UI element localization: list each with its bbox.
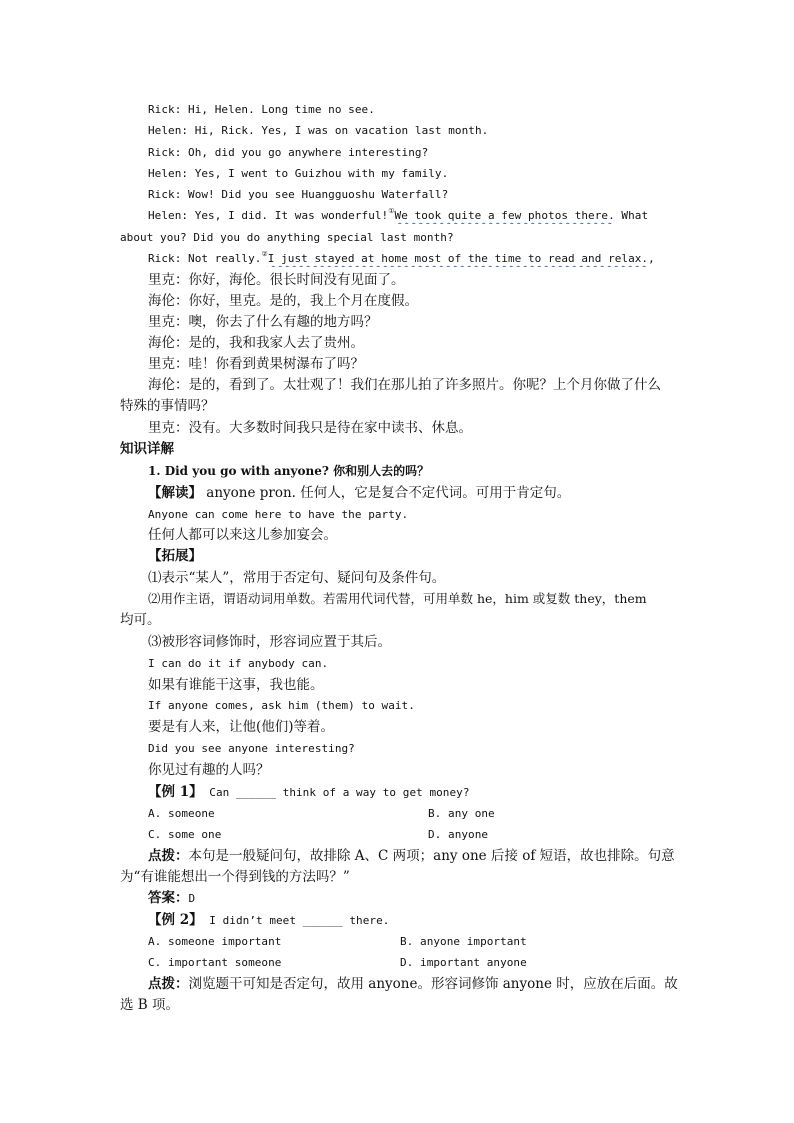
example-1-option-c: C. some one bbox=[148, 828, 222, 841]
dialogue-cn-line-7: 特殊的事情吗？ bbox=[120, 398, 215, 414]
tuozhan-item-3: ⑶被形容词修饰时，形容词应置于其后。 bbox=[148, 634, 391, 650]
section-heading: 知识详解 bbox=[120, 441, 174, 457]
underlined-sentence-1: We took quite a few photos there. bbox=[394, 209, 615, 222]
example-en-4: Did you see anyone interesting? bbox=[148, 742, 355, 755]
example-2-question: I didn’t meet ______ there. bbox=[202, 914, 390, 927]
example-2-options-row-1 bbox=[148, 934, 680, 950]
dialogue-en-line-8-end: , bbox=[648, 252, 655, 265]
example-cn-3: 要是有人来，让他(他们)等着。 bbox=[148, 719, 335, 735]
example-1-answer-tag: 答案： bbox=[148, 890, 189, 906]
note-marker-1: ① bbox=[388, 208, 395, 215]
note-marker-2: ② bbox=[261, 251, 268, 258]
dialogue-cn-line-8: 里克：没有。大多数时间我只是待在家中读书、休息。 bbox=[148, 420, 472, 436]
example-1-question: Can ______ think of a way to get money? bbox=[202, 786, 470, 799]
example-1-option-b: B. any one bbox=[428, 807, 495, 820]
dialogue-cn-line-5: 里克：哇！你看到黄果树瀑布了吗？ bbox=[148, 356, 364, 372]
jiedu-text: anyone pron. 任何人，它是复合不定代词。可用于肯定句。 bbox=[202, 485, 571, 501]
dialogue-en-line-8 bbox=[148, 251, 680, 267]
example-2-options-row-2 bbox=[148, 955, 680, 971]
example-2-stem bbox=[148, 912, 680, 929]
example-1-option-a: A. someone bbox=[148, 807, 215, 820]
tuozhan-item-2: ⑵用作主语，谓语动词用单数。若需用代词代替，可用单数 he，him 或复数 they，them bbox=[148, 591, 647, 606]
example-en-3: If anyone comes, ask him (them) to wait. bbox=[148, 699, 415, 712]
example-1-hint-text: 本句是一般疑问句，故排除 A、C 两项；any one 后接 of 短语，故也排除。句意 bbox=[188, 848, 675, 864]
dialogue-cn-line-4: 海伦：是的，我和我家人去了贵州。 bbox=[148, 335, 364, 351]
example-1-tag: 【例 1】 bbox=[148, 784, 203, 800]
example-1-option-d: D. anyone bbox=[428, 828, 489, 841]
example-1-options-row-1 bbox=[148, 806, 680, 822]
example-1-answer bbox=[148, 890, 680, 907]
example-2-option-d: D. important anyone bbox=[400, 956, 527, 969]
dialogue-en-line-7: about you? Did you do anything special last month? bbox=[120, 231, 454, 244]
dialogue-en-line-6-end: What bbox=[614, 209, 649, 222]
dialogue-en-line-8-start: Rick: Not really. bbox=[148, 252, 262, 265]
example-2-hint-line-1 bbox=[148, 976, 680, 992]
example-2-hint-text: 浏览题干可知是否定句，故用 anyone。形容词修饰 anyone 时，应放在后面。故 bbox=[188, 976, 678, 992]
example-2-option-c: C. important someone bbox=[148, 956, 282, 969]
example-cn-1: 任何人都可以来这儿参加宴会。 bbox=[148, 527, 337, 543]
example-2-option-a: A. someone important bbox=[148, 935, 282, 948]
example-en-1: Anyone can come here to have the party. bbox=[148, 508, 409, 521]
tuozhan-item-2-cont: 均可。 bbox=[120, 612, 161, 628]
example-2-option-b: B. anyone important bbox=[400, 935, 527, 948]
dialogue-en-line-5: Rick: Wow! Did you see Huangguoshu Waterfall? bbox=[148, 188, 449, 201]
dialogue-en-line-6 bbox=[148, 208, 680, 224]
dialogue-en-line-2: Helen: Hi, Rick. Yes, I was on vacation last month. bbox=[148, 124, 489, 137]
dialogue-cn-line-3: 里克：噢，你去了什么有趣的地方吗？ bbox=[148, 314, 378, 330]
example-1-answer-value: D bbox=[188, 892, 196, 905]
example-1-hint-tag: 点拨： bbox=[148, 848, 189, 864]
example-cn-2: 如果有谁能干这事，我也能。 bbox=[148, 677, 324, 693]
jiedu-line bbox=[148, 485, 680, 501]
example-1-hint-line-1 bbox=[148, 848, 680, 864]
point-1-title: 1. Did you go with anyone? 你和别人去的吗？ bbox=[148, 464, 430, 478]
dialogue-cn-line-1: 里克：你好，海伦。很长时间没有见面了。 bbox=[148, 272, 405, 288]
underlined-sentence-2: I just stayed at home most of the time to read and relax. bbox=[267, 252, 649, 265]
dialogue-en-line-3: Rick: Oh, did you go anywhere interesting? bbox=[148, 146, 429, 159]
tuozhan-tag: 【拓展】 bbox=[148, 548, 202, 564]
example-2-hint-line-2: 选 B 项。 bbox=[120, 997, 180, 1013]
example-en-2: I can do it if anybody can. bbox=[148, 657, 329, 670]
example-1-options-row-2 bbox=[148, 827, 680, 843]
dialogue-en-line-1: Rick: Hi, Helen. Long time no see. bbox=[148, 103, 375, 116]
jiedu-tag: 【解读】 bbox=[148, 485, 202, 501]
dialogue-cn-line-6: 海伦：是的，看到了。太壮观了！我们在那儿拍了许多照片。你呢？上个月你做了什么 bbox=[148, 377, 661, 393]
example-1-stem bbox=[148, 784, 680, 801]
example-2-hint-tag: 点拨： bbox=[148, 976, 189, 992]
dialogue-cn-line-2: 海伦：你好，里克。是的，我上个月在度假。 bbox=[148, 293, 418, 309]
example-1-hint-line-2: 为“有谁能想出一个得到钱的方法吗？” bbox=[120, 869, 350, 885]
example-cn-4: 你见过有趣的人吗？ bbox=[148, 762, 270, 778]
dialogue-en-line-4: Helen: Yes, I went to Guizhou with my family. bbox=[148, 167, 449, 180]
dialogue-en-line-6-start: Helen: Yes, I did. It was wonderful! bbox=[148, 209, 389, 222]
example-2-tag: 【例 2】 bbox=[148, 912, 203, 928]
tuozhan-item-1: ⑴表示“某人”，常用于否定句、疑问句及条件句。 bbox=[148, 570, 446, 586]
